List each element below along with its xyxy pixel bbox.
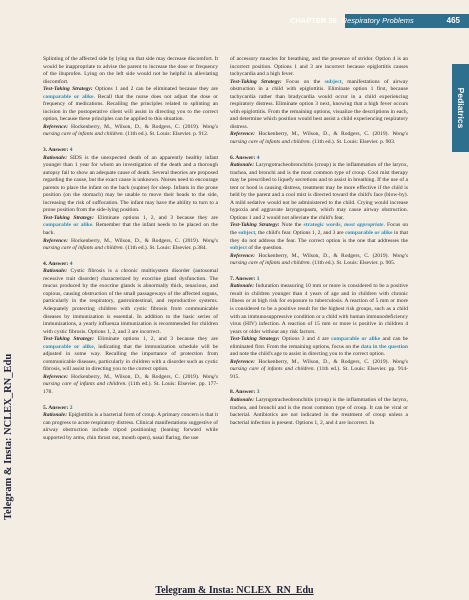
reference bbox=[43, 374, 218, 397]
page-number: 465 bbox=[446, 16, 460, 25]
rationale bbox=[43, 155, 218, 215]
answer-number: 4 bbox=[69, 147, 73, 154]
strategy-text: and can be eliminated first. From the remaining options, focus on the bbox=[230, 336, 408, 350]
reference-publisher: (11th ed.). St. Louis: Elsevier. p.384. bbox=[125, 245, 207, 252]
reference-book: Wong's nursing care of infants and children. bbox=[43, 373, 218, 388]
answer-heading bbox=[230, 276, 408, 284]
reference-book: Wong's nursing care of infants and children. bbox=[230, 131, 409, 146]
chapter-label: CHAPTER 36 bbox=[290, 16, 337, 25]
test-taking-strategy bbox=[230, 79, 408, 132]
strategy-keyword: comparable or alike bbox=[43, 93, 94, 100]
question-number: 4. bbox=[43, 260, 48, 267]
section-tab bbox=[452, 64, 469, 152]
strategy-text: Options 1 and 2 can be eliminated because they are bbox=[95, 86, 218, 93]
reference-authors: Hockenberry, M., Wilson, D., & Rodgers, C. (2019). bbox=[258, 358, 389, 365]
strategy-text: , indicating that the immunization schedule will be adjusted in some way. Recalling the importance of protection from communicable diseases, particularly in children with a disorder such as cystic fibrosis, will assist in directing you to the correct option. bbox=[43, 343, 218, 373]
question-number: 6. bbox=[230, 154, 235, 161]
strategy-label: Test-Taking Strategy: bbox=[43, 214, 95, 221]
rationale-text: Epiglottitis is a bacterial form of croup. A primary concern is that it can progress to acute respiratory distress. Clinical manifestations suggestive of airway obstruction include tripod positioning (leaning forward while supported by arms, chin thrust out, mouth open), nasal flaring, the use bbox=[43, 412, 219, 441]
strategy-text: of the question. bbox=[246, 245, 283, 252]
answer-heading bbox=[230, 155, 408, 163]
reference-label: Reference: bbox=[230, 252, 255, 259]
bottom-watermark: Telegram & Insta: NCLEX_RN_Edu bbox=[155, 585, 314, 596]
strategy-label: Test-Taking Strategy: bbox=[43, 86, 93, 93]
test-taking-strategy bbox=[43, 86, 218, 124]
strategy-text: Options 3 and 4 are bbox=[281, 336, 332, 343]
strategy-keyword: subject bbox=[230, 245, 247, 252]
strategy-label: Test-Taking Strategy: bbox=[230, 78, 282, 85]
reference bbox=[230, 253, 408, 268]
strategy-keyword: most appropriate bbox=[344, 222, 384, 229]
reference-book: Wong's nursing care of infants and children. bbox=[230, 358, 409, 373]
rationale-label: Rationale: bbox=[43, 154, 68, 161]
rationale-text: Cystic fibrosis is a chronic multisystem disorder (autosomal recessive trait disorder) characterized by exocrine gland dysfunction. The mucus produced by the exocrine glands is abnormally thick, tenacious, and copious, causing obstruction of the small passageways of the affected organs, particularly in the respiratory, gastrointestinal, and reproductive systems. Adequately protecting children with cystic fibrosis from communicable diseases by immunization is essential. In addition to the basic series of immunizations, a yearly influenza immunization is recommended for children with cystic fibrosis. Options 1, 2, and 3 are incorrect. bbox=[43, 268, 219, 335]
test-taking-strategy bbox=[230, 336, 408, 359]
reference-publisher: (11th ed.). St. Louis: Elsevier. pp. 914-915. bbox=[230, 366, 408, 380]
strategy-keyword: comparable or alike bbox=[43, 343, 94, 350]
page-header bbox=[0, 0, 469, 30]
strategy-keyword: subject bbox=[238, 230, 256, 237]
reference-book: Wong's nursing care of infants and children. bbox=[230, 252, 409, 267]
rationale-label: Rationale: bbox=[43, 268, 68, 275]
strategy-text: and note the child's age to assist in directing you to the correct option. bbox=[230, 351, 386, 358]
reference-publisher: (11th ed.). St. Louis: Elsevier. pp. 177-178. bbox=[43, 381, 218, 395]
strategy-text: Eliminate options 1, 2, and 3 because they are bbox=[97, 214, 218, 221]
question-number: 3. bbox=[43, 147, 48, 154]
answer-label: Answer: bbox=[48, 404, 69, 411]
reference-label: Reference: bbox=[230, 358, 255, 365]
reference-book: Wong's nursing care of infants and children. bbox=[43, 123, 218, 138]
reference bbox=[43, 124, 218, 139]
answer-label: Answer: bbox=[235, 275, 256, 282]
rationale-continued: Splinting of the affected side by lying on that side may decrease discomfort. It would be inappropriate to advise the parent to increase the dose or frequency of the ibuprofen. Lying on the left side would not be helpful in alleviating discomfort. bbox=[43, 56, 218, 85]
rationale-label: Rationale: bbox=[230, 396, 255, 403]
answer-label: Answer: bbox=[235, 154, 256, 161]
answer-number: 2 bbox=[69, 404, 73, 411]
strategy-label: Test-Taking Strategy: bbox=[230, 222, 280, 229]
test-taking-strategy bbox=[230, 222, 408, 252]
rationale-text: SIDS is the unexpected death of an apparently healthy infant younger than 1 year for whom an investigation of the death and a thorough autopsy fail to show an adequate cause of death. Several theories are proposed regarding the cause, but the exact cause is unknown. Nurses need to encourage parents to place the infant on the back (supine) for sleep. Infants in the prone position (on the stomach) may be unable to move their heads to the side, increasing the risk of suffocation. The infant may have the ability to turn to a prone position from the side-lying position. bbox=[43, 154, 219, 214]
question-number: 7. bbox=[230, 275, 235, 282]
strategy-text: , manifestations of airway obstruction in a child with epiglottitis. Eliminate option 1 first, because tachycardia rather than bradycardia would occur in a child experiencing respiratory distress. Eliminate option 3 next, knowing that a high fever occurs with epiglottitis. From the remaining options, visualize the descriptions in each, and determine which position would best assist a child experiencing respiratory distress. bbox=[230, 78, 409, 130]
reference bbox=[230, 359, 408, 382]
strategy-keyword: comparable or alike bbox=[345, 230, 393, 237]
reference-label: Reference: bbox=[43, 373, 68, 380]
strategy-text: Eliminate options 1, 2, and 3 because they are bbox=[97, 336, 218, 343]
test-taking-strategy bbox=[43, 336, 218, 374]
rationale-label: Rationale: bbox=[43, 412, 68, 419]
reference bbox=[230, 131, 408, 146]
question-number: 8. bbox=[230, 389, 235, 396]
reference-label: Reference: bbox=[43, 123, 68, 130]
rationale-label: Rationale: bbox=[230, 162, 255, 169]
strategy-text: in that they do not address the fear. The correct option is the one that addresses the bbox=[230, 230, 409, 244]
reference-authors: Hockenberry, M., Wilson, D., & Rodgers, C. (2019). bbox=[258, 252, 389, 259]
answer-heading bbox=[230, 389, 408, 397]
strategy-keyword: comparable or alike bbox=[331, 336, 381, 343]
test-taking-strategy bbox=[43, 215, 218, 238]
answer-number: 4 bbox=[69, 260, 73, 267]
reference-label: Reference: bbox=[230, 131, 255, 138]
rationale-text: Laryngotracheobronchitis (croup) is the inflammation of the larynx, trachea, and bronchi and is the most common type of croup. It can be viral or bacterial. Antibiotics are not indicated in the treatment of croup unless a bacterial infection is present. Options 1, 2, and 4 are incorrect. In bbox=[230, 396, 408, 426]
chapter-title: Respiratory Problems bbox=[341, 16, 414, 25]
answer-number: 4 bbox=[256, 154, 260, 161]
reference-publisher: (11th ed.). St. Louis: Elsevier. p. 912. bbox=[125, 131, 209, 138]
answer-heading bbox=[43, 405, 218, 413]
section-tab-label: Pediatrics bbox=[455, 87, 466, 129]
answer-number: 1 bbox=[256, 275, 260, 282]
rationale bbox=[230, 283, 408, 336]
strategy-keyword: comparable or alike bbox=[43, 222, 93, 229]
rationale-label: Rationale: bbox=[230, 283, 255, 290]
reference bbox=[43, 238, 218, 253]
reference-authors: Hockenberry, M., Wilson, D., & Rodgers, C. (2019). bbox=[70, 123, 200, 130]
strategy-text: . Remember that the infant needs to be placed on the back. bbox=[43, 222, 218, 237]
strategy-text: . Recall that the nurse does not adjust the dose or frequency of medications. Recalling the principles related to splinting an incision in the postoperative client will assist in directing you to the correct option, because these principles can be applied to this situation. bbox=[43, 93, 218, 123]
rationale-continued: of accessory muscles for breathing, and the presence of stridor. Option 4 is an incorrect position. Options 1 and 3 are incorrect because epiglottitis causes tachycardia and a high fever. bbox=[230, 56, 408, 78]
rationale bbox=[230, 162, 408, 222]
answer-number: 3 bbox=[256, 389, 260, 396]
strategy-label: Test-Taking Strategy: bbox=[230, 336, 280, 343]
reference-book: Wong's nursing care of infants and children. bbox=[43, 237, 218, 252]
answer-label: Answer: bbox=[48, 147, 69, 154]
reference-authors: Hockenberry, M., Wilson, D., & Rodgers, C. (2019). bbox=[70, 237, 200, 244]
reference-publisher: (11th ed.). St. Louis: Elsevier. p. 903. bbox=[312, 139, 396, 146]
strategy-keyword: strategic words bbox=[303, 222, 341, 229]
right-column bbox=[230, 56, 408, 427]
strategy-keyword: subject bbox=[324, 78, 342, 85]
reference-authors: Hockenberry, M., Wilson, D., & Rodgers, C. (2019). bbox=[258, 131, 389, 138]
strategy-text: . Focus on the bbox=[230, 222, 409, 237]
rationale bbox=[43, 268, 218, 336]
strategy-text: Note the bbox=[281, 222, 304, 229]
strategy-keyword: data in the question bbox=[360, 343, 408, 350]
reference-authors: Hockenberry, M., Wilson, D., & Rodgers, C. (2019). bbox=[70, 373, 200, 380]
answer-heading bbox=[43, 147, 218, 155]
chapter-heading bbox=[290, 15, 414, 27]
answer-label: Answer: bbox=[235, 389, 256, 396]
strategy-text: Focus on the bbox=[286, 78, 325, 85]
reference-label: Reference: bbox=[43, 237, 68, 244]
rationale-text: Induration measuring 10 mm or more is considered to be a positive result in children younger than 4 years of age and in children with chronic illness or at high risk for exposure to tuberculosis. A reaction of 5 mm or more is considered to be a positive result for the highest risk groups, such as a child with an immunosuppressive condition or a child with human immunodeficiency virus (HIV) infection. A reaction of 15 mm or more is positive in children 4 years or older without any risk factors. bbox=[230, 283, 408, 335]
left-column bbox=[43, 56, 218, 442]
reference-publisher: (11th ed.). St. Louis: Elsevier. p. 905. bbox=[312, 260, 396, 267]
rationale bbox=[43, 412, 218, 442]
strategy-text: , bbox=[340, 222, 345, 229]
question-number: 5. bbox=[43, 404, 48, 411]
answer-label: Answer: bbox=[48, 260, 69, 267]
rationale-text: Laryngotracheobronchitis (croup) is the inflammation of the larynx, trachea, and bronchi and is the most common type of croup. Cool mist therapy may be prescribed to liquefy secretions and to assist in breathing. If the use of a tent or hood is causing distress, treatment may be more effective if the child is held by the parent and a cool mist is directed toward the child's face (blow-by). A mild sedative would not be administered to the child. Crying would increase hypoxia and aggravate laryngospasm, which may cause airway obstruction. Options 1 and 2 would not alleviate the child's fear. bbox=[230, 162, 408, 221]
side-watermark: Telegram & Insta: NCLEX_RN_Edu bbox=[3, 353, 14, 520]
strategy-label: Test-Taking Strategy: bbox=[43, 336, 95, 343]
strategy-text: , the child's fear. Options 1, 2, and 3 are bbox=[255, 230, 346, 237]
rationale bbox=[230, 397, 408, 427]
